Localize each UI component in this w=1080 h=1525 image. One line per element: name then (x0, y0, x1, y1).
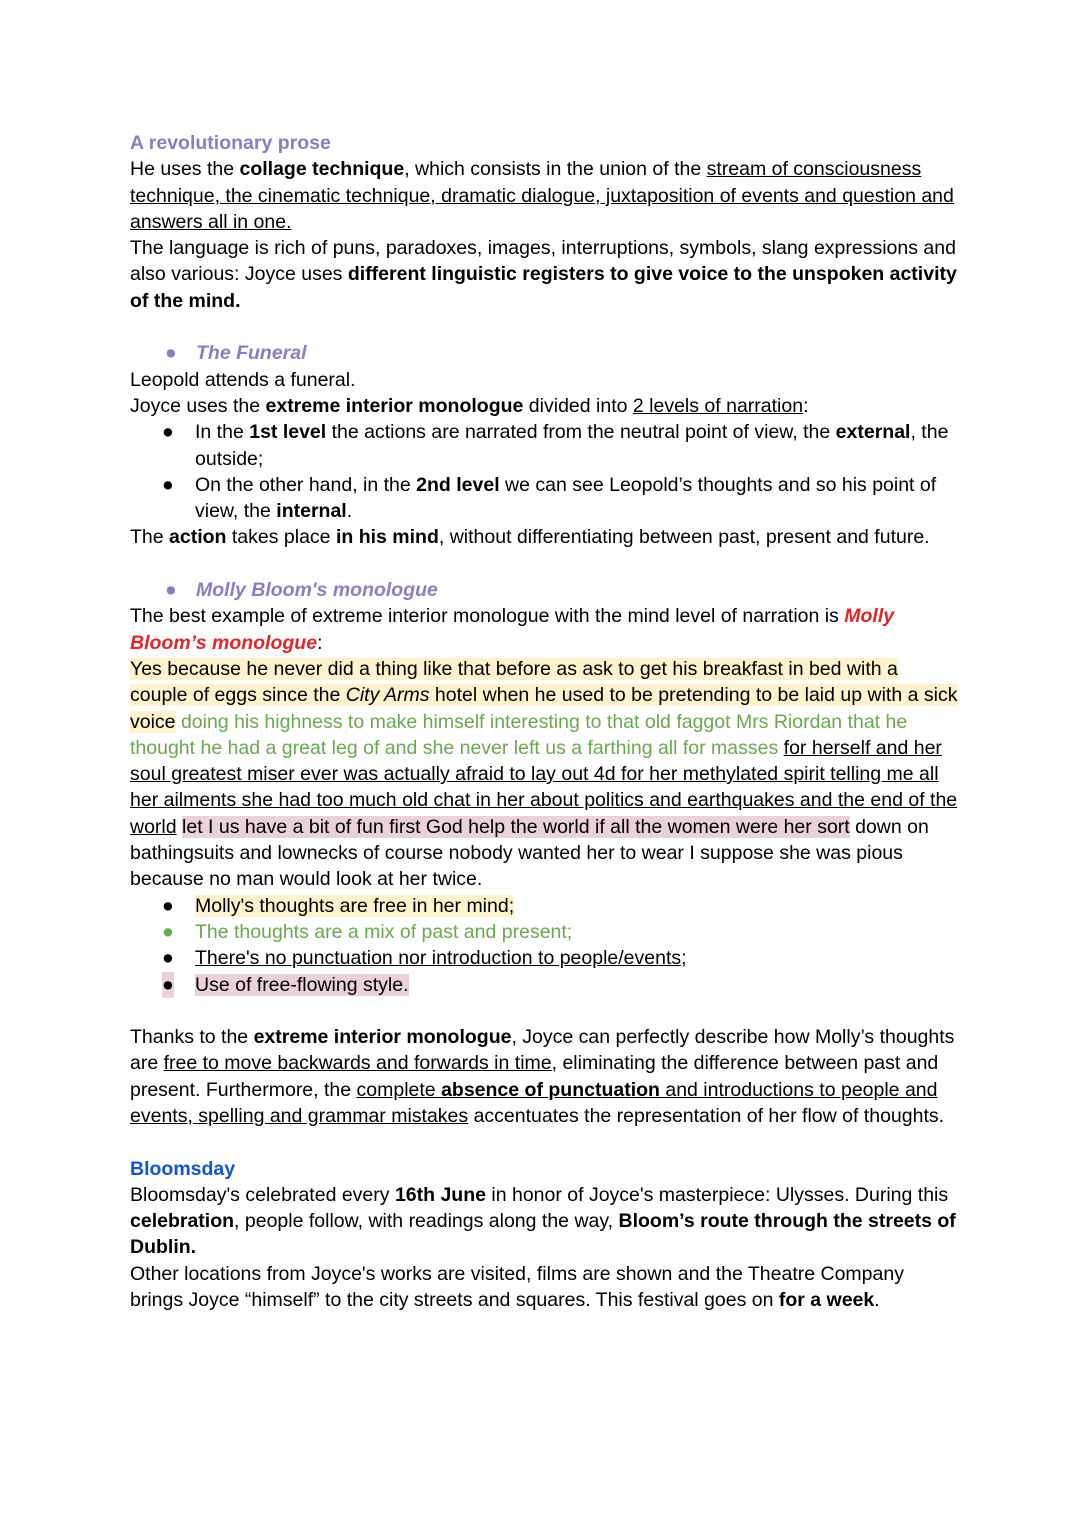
list-item: ● On the other hand, in the 2nd level we can see Leopold’s thoughts and so his point of view, the internal. (162, 473, 937, 523)
list-item: ● The thoughts are a mix of past and present; (130, 919, 960, 945)
document-page (130, 130, 960, 1313)
list-molly-features (130, 893, 960, 998)
subheading-list-molly (130, 577, 960, 603)
paragraph-collage-technique: He uses the collage technique, which consists in the union of the stream of consciousness technique, the cinematic technique, dramatic dialogue, juxtaposition of events and question and answers all in one. (130, 158, 954, 233)
list-narration-levels (130, 419, 960, 524)
section-heading-bloomsday: Bloomsday (130, 1157, 236, 1180)
bullet-icon: ● (162, 972, 174, 998)
paragraph-levels-of-narration: Joyce uses the extreme interior monologue divided into 2 levels of narration: (130, 394, 809, 417)
paragraph-language: The language is rich of puns, paradoxes, images, interruptions, symbols, slang expressions and also various: Joyce uses different linguistic registers to give voice to the unspoken activity of the mind. (130, 237, 957, 312)
paragraph-funeral-intro: Leopold attends a funeral. (130, 368, 356, 391)
bullet-icon: ● (162, 947, 174, 970)
paragraph-bloomsday-celebration: Bloomsday's celebrated every 16th June in honor of Joyce's masterpiece: Ulysses. During this celebration, people follow, with readings along the way, Bloom’s route through the streets of Dublin. (130, 1183, 956, 1259)
paragraph-bloomsday-locations: Other locations from Joyce's works are visited, films are shown and the Theatre Company brings Joyce “himself” to the city streets and squares. This festival goes on for a week. (130, 1262, 904, 1312)
subheading-funeral: ● The Funeral (130, 340, 960, 366)
paragraph-action-in-mind: The action takes place in his mind, without differentiating between past, present and future. (130, 526, 930, 549)
bullet-icon: ● (162, 894, 174, 917)
paragraph-molly-quote: Yes because he never did a thing like that before as ask to get his breakfast in bed with a couple of eggs since the City Arms hotel when he used to be pretending to be laid up with a sick voice doing his highness to make himself interesting to that old faggot Mrs Riordan that he thought he had a great leg of and she never left us a farthing all for masses for herself and her soul greatest miser ever was actually afraid to lay out 4d for her methylated spirit telling me all her ailments she had too much old chat in her about politics and earthquakes and the end of the world let I us have a bit of fun first God help the world if all the women were her sort down on bathingsuits and lownecks of course nobody wanted her to wear I suppose she was pious because no man would look at her twice. (130, 657, 958, 891)
bullet-icon: ● (165, 579, 177, 602)
bullet-icon: ● (162, 920, 174, 943)
list-item: ● There's no punctuation nor introduction to people/events; (130, 945, 960, 971)
list-item: ● Use of free-flowing style. (130, 972, 960, 998)
bullet-icon: ● (162, 473, 174, 496)
subheading-list-funeral (130, 340, 960, 366)
list-item: ● In the 1st level the actions are narrated from the neutral point of view, the external, the outside; (162, 421, 949, 470)
paragraph-molly-conclusion: Thanks to the extreme interior monologue, Joyce can perfectly describe how Molly’s thoughts are free to move backwards and forwards in time, eliminating the difference between past and present. Furthermore, the complete absence of punctuation and introductions to people and events, spelling and grammar mistakes accentuates the representation of her flow of thoughts. (130, 1026, 955, 1127)
bullet-icon: ● (162, 421, 174, 444)
list-item: ● Molly's thoughts are free in her mind; (130, 893, 960, 919)
bullet-icon: ● (165, 342, 177, 365)
paragraph-molly-intro: The best example of extreme interior monologue with the mind level of narration is Molly Bloom’s monologue: (130, 605, 895, 654)
subheading-molly-monologue: ● Molly Bloom's monologue (130, 577, 960, 603)
section-heading-revolutionary-prose: A revolutionary prose (130, 132, 331, 154)
